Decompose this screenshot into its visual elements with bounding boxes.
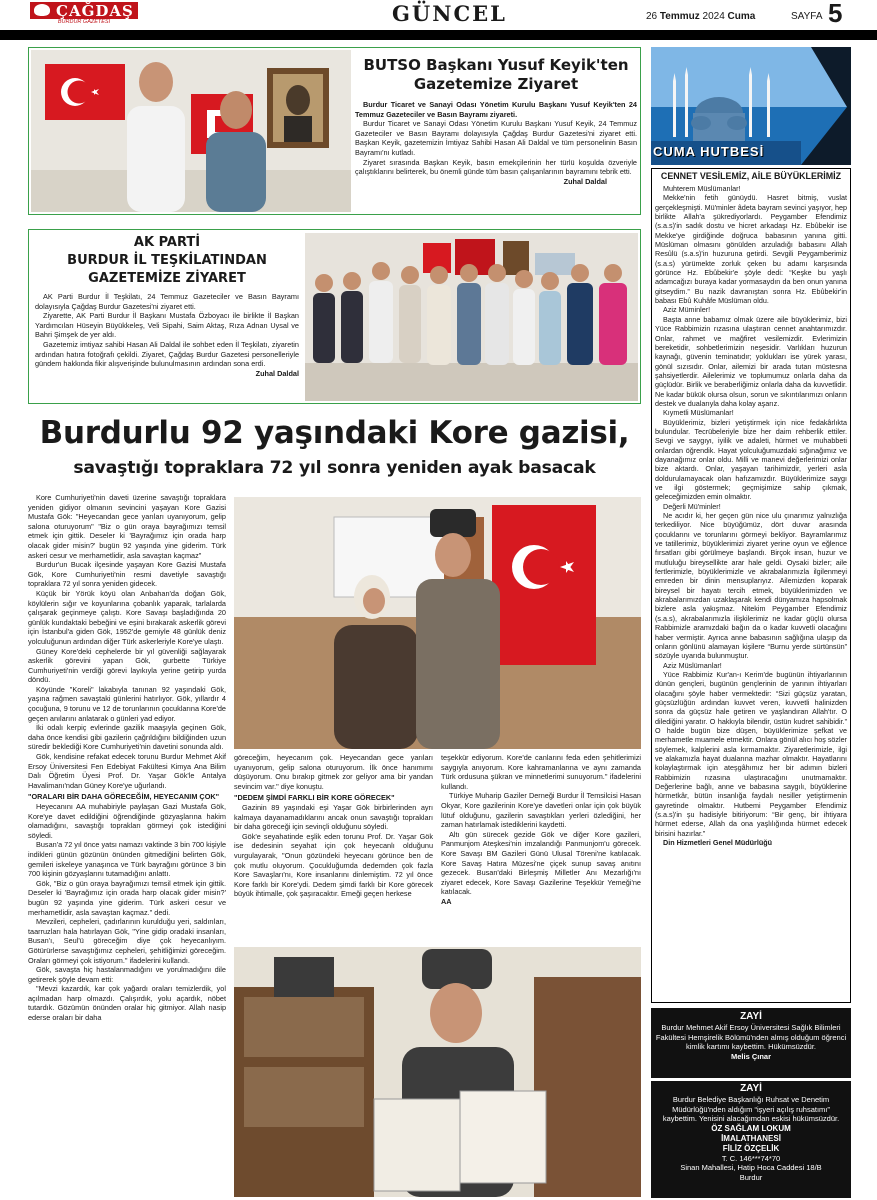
issue-date [646,11,755,22]
hutbe-paragraph: Ne acıdır ki, her geçen gün nice ulu çınarımız yalnızlığa terkediliyor. Nice büyüğümüz, dört duvar arasında çocuklarını ve torunlarını görmeyi bekliyor. Bayramlarımız ve tatillerimiz, büyüklerimizi ziyaret yerine oyun ve eğlence fırsatları gibi görülmeye başlandı. Birçok insan, huzur ve mutluluğu bireysellikte arar hale geldi. Oysaki bizler; aile fertlerimizle, büyüklerimizle ve akrabalarımızla ilgilenmeyi emreden bir dinin mensuplarıyız. Ailemizden koparak bireysel bir hayatı tercih etmek, büyüklerimizden ve akrabalarımızdan uzaklaşarak kendi dünyamıza hapsolmak bizlere asla yakışmaz. Nitekim Peygamber Efendimiz (s.a.s), akrabalarımızla ilişkilerimiz ne kadar güçlü olursa Rabbimizle aramızdaki bağın da o kadar kuvvetli olacağını haber vermiştir. Ayrıca anne babasının sağlığına ulaşıp da onların gönlünü alamayan kişilere “Burnu yerde sürtünsün” sözüyle uyarıda bulunmuştur. [655,511,847,661]
akparti-byline: Zuhal Daldal [255,368,299,378]
akparti-headline [35,234,299,288]
akparti-paragraph: AK Parti Burdur İl Teşkilatı, 24 Temmuz Gazeteciler ve Basın Bayramı dolayısıyla Çağdaş Burdur Gazetesi'ni ziyaret etti. [35,292,299,311]
akparti-headline-line3: GAZETEMİZE ZİYARET [88,271,246,286]
hutbe-subheading: Değerli Mü'minler! [663,501,721,511]
zayi-company-line2: İMALATHANESİ [721,1133,781,1143]
hutbe-subheading: Aziz Müslümanlar! [663,660,722,670]
kore-paragraph: Gazinin 89 yaşındaki eşi Yaşar Gök birbirlerinden ayrı kalmaya dayanamadıklarını ancak onun savaştığı toprakları bir daha göreceği için sevinçli olduğunu söyledi. [234,802,433,832]
hutbe-subheading: Aziz Müminler! [663,305,711,315]
kore-paragraph: Gök, kendisine refakat edecek torunu Burdur Mehmet Akif Ersoy Üniversitesi Fen Edebiyat Fakültesi Kimya Ana Bilim Dalı Öğretim Üyesi Prof. Dr. Yaşar Gök'le Antalya Havalimanı'ndan Güney Kore'ye uğurlandı. [28,752,226,790]
kore-subheading: "ORALARI BİR DAHA GÖRECEĞİM, HEYECANIM ÇOK" [28,792,220,802]
kore-paragraph: Busan'a 72 yıl önce yatsı namazı vaktinde 3 bin 700 kişiyle indikleri günün gözünün önünden gitmediğini belirten Gök, gemileri iskeleye yanaşınca ve Türk bayrağını görünce 3 bin 700 kişinin gözyaşlarını tutamadığını anlattı. [28,840,226,879]
header-rule [0,30,877,40]
date-day-number: 26 [646,11,658,22]
hutbe-title: CENNET VESİLEMİZ, AİLE BÜYÜKLERİMİZ [660,171,842,181]
kore-paragraph: Küçük bir Yörük köyü olan Anbahan'da doğan Gök, köylülerin sığır ve koyunlarına çobanlık yaparak, tarlalarda çalışarak geçinmeye çalıştı. Kore Savaşı başladığında 20 günlük kundaktaki bebeğini ve eşini bırakarak askerlik görevi için İstanbul'a giden Gök, 1952'de gemiyle 48 günlük deniz yolculuğunun ardından diğer Türk askerleriyle Kore'ye ulaştı. [28,588,226,646]
logo-text: ÇAĞDAŞ [56,2,134,20]
kore-paragraph: teşekkür ediyorum. Kore'de canlarını feda eden şehitlerimizi saygıyla anıyorum. Kore kahramanlarına ve aynı zamanda Türk ordusuna şükran ve minnetlerimi sunuyorum." ifadelerini kullandı. [441,753,641,791]
kore-subheading: "DEDEM ŞİMDİ FARKLI BİR KORE GÖRECEK" [234,793,395,803]
zayi-notice-2 [651,1081,851,1198]
kore-byline: AA [441,896,452,906]
section-title: GÜNCEL [392,1,507,26]
kore-veteran-couple-photo [234,497,641,749]
hutbe-paragraph: Yüce Rabbimiz Kur'an-ı Kerim'de bugünün ihtiyarlarının dünün gençleri, bugünün gençlerinin de yarının ihtiyarları olacağını şöyle haber vermektedir: “Sizi güçsüz yaratan, güçsüzlüğün ardından kuvvet veren, kuvvetli halinizden sonra da güçsüz hale getiren ve yaşlandıran Allah'tır. O dilediğini yaratır. O hakkıyla bilendir, üstün kudret sahibidir.” O halde bugün bize düşen, büyüklerimize şefkat ve merhametle muamele etmektir. Onlara gönül alıcı hoş sözler söylemek, kalplerini asla kırmamaktır. Ziyaretlerimizle, ilgi ve alakamızla hayat dualarına mazhar olmaktır. Hayatlarını kolaylaştırmak için ateşgâhımız her bir adımın bizleri Rabbimizin rızasına ulaştıracağını unutmamaktır. Değerlerine bağlı, anne ve babasına saygılı, büyüklerine hürmetkâr, bütün insanlığa faydalı nesiller yetiştirmenin gayretinde olmaktır. Hutbemi Peygamber Efendimiz (s.a.s)'in şu hadisiyle bitiriyorum: “Bir genç, bir ihtiyara hürmet ederse, Allah da ona yaşlılığında hürmet edecek birisini hazırlar.” [655,669,847,838]
kore-paragraph: Güney Kore'deki cephelerde bir yıl güvenliği sağlayarak askerlik görevini yapan Gök, gurbette Türkiye Cumhuriyeti'nin verdiği görevi layıkıyla yerine getirip yurda döndü. [28,646,226,685]
kore-headline-line2: savaştığı topraklara 72 yıl sonra yeniden ayak basacak [73,458,596,478]
date-month: Temmuz [659,11,700,22]
hutbe-subheading: Kıymetli Müslümanlar! [663,408,734,418]
kore-paragraph: Burdur'un Bucak ilçesinde yaşayan Kore Gazisi Mustafa Gök, Kore Cumhuriyeti'nin resmi davetiyle savaştığı topraklara 72 yıl sonra yeniden gidecek. [28,560,226,589]
akparti-headline-line1: AK PARTİ [133,235,201,250]
page-number: 5 [828,0,843,28]
zayi-city: Burdur [739,1172,763,1182]
kore-paragraph: İki odalı kerpiç evlerinde gazilik maaşıyla geçinen Gök, daha önce kendisi gibi gazilerin çağrıldığını bildiğinden uzun süredir beklediği Kore Cumhuriyeti'nin davetini sonunda aldı. [28,723,226,752]
zayi-body: Burdur Belediye Başkanlığı Ruhsat ve Denetim Müdürlüğü'nden aldığım “işyeri açılış ruhsatımı” kaybettim. Yenisini alacağımdan eskisi hükümsüzdür. [662,1095,840,1123]
hutbe-paragraph: Mekke'nin fetih günüydü. Hasret bitmiş, vuslat gerçekleşmişti. Mü'minler âdeta bayram sevinci yaşıyor, hep birlikte Allah'a şükrediyorlardı. Peygamber Efendimiz (s.a.s)'in sadık dostu ve hicret arkadaşı Hz. Ebûbekir ise Mekke'ye girdiğinde doğruca babasının yanına gitti. Müslüman olmasını gönülden arzuladığı babasını Allah Resûlü (s.a.s)'in huzuruna getirdi. Sevgili Peygamberimiz (s.a.s) yürümekte zorluk çeken bu adamı karşısında görünce Hz. Ebûbekir'e şöyle dedi: “Keşke bu yaşlı adamcağızı buraya kadar yormasaydın da ben onun yanına gitseydim.” Bu nazik davranıştan sonra Hz. Ebûbekir'in babası Ebû Kuhâfe Müslüman oldu. [655,193,847,306]
hutbe-paragraph: Başta anne babamız olmak üzere aile büyüklerimiz, bizi Yüce Rabbimizin rızasına ulaştıran cennet anahtarımızdır. Onlar, rahmet ve mağfiret vesilemizdir. Evlerimizin bereketidir, sohbetlerimizin neşesidir. Varlıkları huzurun kaynağı, güvenin teminatıdır; yoklukları ise yürek yarası, gönül sızısıdır. Onlar, ailemizi bir arada tutan müstesna şahsiyetlerdir. Ailelerimiz ve toplumumuz onlarla daha da güçlüdür. Birlik ve beraberliğimiz onlarla daha da kuvvetlidir. Ne kadar bükük olursa olsun, sorun ve sıkıntılarımızı onların destek ve dualarıyla daha kolay aşarız. [655,314,847,408]
akparti-paragraph: Ziyarette, AK Parti Burdur İl Başkanı Mustafa Özboyacı ile birlikte İl Başkan Yardımcıları Hüseyin Büyükkeleş, Veli Sipahi, Saim Aktaş, Rıza Adnan Uysal ve Bahri Şimşek de yer aldı. [35,311,299,340]
hutbe-byline: Din Hizmetleri Genel Müdürlüğü [663,838,773,848]
kore-column-3 [441,753,641,943]
kore-paragraph: Gök'e seyahatinde eşlik eden torunu Prof. Dr. Yaşar Gök ise dedesinin seyahat için çok heyecanlı olduğunu vurgulayarak, "Onun gözündeki heyecanı görünce ben de çok mutlu oluyorum. Çocukluğumda dedemden çok fazla Kore Savaşları'nı, Kore insanlarını dinlemiştim. 72 yıl önce Kore farklı bir Kore'ydi. Dedem şimdi farklı bir Kore görecek büyük ihtimalle, çok şaşıracaktır. Emeği geçen herkese [234,831,433,899]
hutbe-body [655,184,847,847]
date-year: 2024 [702,11,725,22]
hutbe-paragraph: Büyüklerimiz, bizleri yetiştirmek için nice fedakârlıkta bulundular. Tecrübeleriyle bize her daim rehberlik ettiler. Sevgi ve saygıyı, iyilik ve adaleti, hürmet ve muhabbeti onlardan öğrendik. Hayat yolculuğumuzdaki sığınağımız ve dayanağımız onlar oldu. Milli ve manevi değerlerimizi onlar bize aktardı. Onlar, yaşayan tarihimizdir, yerleri asla doldurulamayacak olan hafızamızdır. Büyüklerimize saygı ve ilgi göstermek; geçmişimize sahip çıkmak, geleceğimizden emin olmaktır. [655,417,847,502]
butso-byline: Zuhal Daldal [563,176,607,186]
butso-body [355,100,637,186]
akparti-paragraph: Gazetemiz imtiyaz sahibi Hasan Ali Daldal ile sohbet eden İl Teşkilatı, ziyaretin ardından hatıra fotoğrafı çekildi. Ziyaret, Çağdaş Burdur Gazetesi personelleriyle gündem hakkında fikir alışverişinde bulunulmasının ardından sona erdi. [35,339,299,369]
zayi-title: ZAYİ [740,1011,762,1022]
hutbe-article [651,168,851,1003]
kore-paragraph: göreceğim, heyecanım çok. Heyecandan gece yarıları uyanıyorum, gelip salona oturuyorum. İlk önce hanımımı düşüyorum. Onu bırakıp gitmek zor geliyor ama bir yandan sevincim var." diye konuştu. [234,753,433,791]
logo-emblem-icon [34,4,50,16]
zayi-tc: T. C. 146***74*70 [721,1153,781,1163]
butso-headline [355,56,637,94]
zayi-title: ZAYİ [740,1083,762,1094]
logo-subtitle: BURDUR GAZETESİ [57,19,111,25]
butso-headline-line2: Gazetemize Ziyaret [413,75,579,93]
kore-paragraph: "Mevzi kazardık, kar çok yağardı oraları temizlerdik, yol açılmadan harp olmazdı. Çalışırdık, yolu açardık, nöbet tutardık. Gözümün önünden oralar hiç gitmiyor. Allah nasip ederse oraları bir daha [28,984,226,1023]
date-weekday: Cuma [727,11,756,22]
zayi-body: Burdur Mehmet Akif Ersoy Üniversitesi Sağlık Bilimleri Fakültesi Hemşirelik Bölümü'nden almış olduğum öğrenci kimlik kartımı kaybettim. Hükümsüzdür. [655,1023,847,1051]
kore-column-2 [234,753,433,943]
butso-paragraph: Burdur Ticaret ve Sanayi Odası Yönetim Kurulu Başkanı Yusuf Keyik, 24 Temmuz Gazeteciler ve Basın Bayramı dolayısıyla Çağdaş Burdur Gazetesi'ni ziyaret etti. Başkan Keyik, gazetemizin İmtiyaz Sahibi Hasan Ali Daldal ve tüm personelinin Basın Bayramı'nı kutladı. [355,119,637,157]
kore-paragraph: Gök, savaşta hiç hastalanmadığını ve yorulmadığını dile getirerek şöyle devam etti: [28,965,226,984]
hutbe-banner-title: CUMA HUTBESİ [653,144,765,159]
kore-column-1 [28,493,226,1197]
butso-photo [31,50,351,212]
akparti-group-photo [305,233,638,401]
zayi-address: Sinan Mahallesi, Hatip Hoca Caddesi 18/B [680,1163,822,1172]
butso-lead: Burdur Ticaret ve Sanayi Odası Yönetim Kurulu Başkanı Yusuf Keyik'ten 24 Temmuz Gazeteciler ve Basın Bayramı ziyareti. [355,100,637,119]
butso-headline-line1: BUTSO Başkanı Yusuf Keyik'ten [363,56,629,74]
kore-paragraph: Gök, "Biz o gün oraya bayrağımızı temsil etmek için gittik. Deseler ki 'Bayrağımız için orada harp olacak gider misin?' bugün 92 yaşında yine giderim. Türk askeri cesur ve merhametlidir, asla savaştan kaçmaz." dedi. [28,878,226,917]
kore-headline-line1: Burdurlu 92 yaşındaki Kore gazisi, [39,415,630,451]
kore-paragraph: Kore Cumhuriyeti'nin daveti üzerine savaştığı topraklara yeniden gidiyor olmanın sevincini yaşayan Kore Gazisi Mustafa Gök: "Heyecandan gece yarıları uyanıyorum, gelip salona oturuyorum" "Biz o gün oraya bayrağımızı temsil etmek için gittik. Deseler ki 'Bayrağımız için orada harp olacak gider misin?' bugün 92 yaşında yine giderim. Türk askeri cesur ve merhametlidir, asla savaştan kaçmaz" [28,493,226,560]
kore-paragraph: Köyünde "Koreli" lakabıyla tanınan 92 yaşındaki Gök, yaşına rağmen savaştaki günlerini hatırlıyor. Gök, yıllardır 4 çocuğuna, 9 torunu ve 12 de torunlarının çocuklarına Kore'de geçen anılarını anlatarak o günleri yad ediyor. [28,684,226,723]
akparti-body [35,292,299,378]
butso-paragraph: Ziyaret sırasında Başkan Keyik, basın emekçilerinin her türlü koşulda özveriyle çalıştıklarını belirterek, bu önemli günde tüm basın çalışanlarının bayramını tebrik etti. [355,157,637,177]
zayi-owner: FİLİZ ÖZÇELİK [722,1143,780,1153]
hutbe-subheading: Muhterem Müslümanlar! [663,184,741,193]
kore-paragraph: Altı gün sürecek gezide Gök ve diğer Kore gazileri, Panmunjom Ateşkesi'nin imzalandığı Panmunjom'u görecek. Kore Savaşı BM Gazileri Günü Ulusal Töreni'ne katılacak. Kore Savaş Hatıra Müzesi'ne çiçek sunup savaş anıtını gezecek. Busan'daki Birleşmiş Milletler Anı Mezarlığı'nı ziyaret edecek, Kore Savaşı Gazilerine Teşekkür Yemeği'ne katılacak. [441,829,641,897]
zayi-notice-1 [651,1008,851,1078]
page-label: SAYFA [791,11,823,22]
kore-paragraph: Türkiye Muharip Gaziler Derneği Burdur İl Temsilcisi Hasan Okyar, Kore gazilerinin Kore'ye davetleri onlar için çok büyük lütuf olduğunu, gazilerin savaştıkları yerleri özlediğini, her zaman hatırlamak istediklerini kaydetti. [441,791,641,830]
kore-paragraph: Mevzileri, cepheleri, çadırlarının kurulduğu yeri, saldırıları, taarruzları hala hatırlayan Gök, "Yine gidip oradaki insanları, Busan'ı, Seul'ü göreceğim diye çok heyecanlıyım. Götürürlerse savaştığımız cepheleri, şehitliğimizi göreceğim. Oraları görmeyi çok istiyorum." ifadelerini kullandı. [28,917,226,965]
butso-article [28,47,641,215]
kore-veteran-certificate-photo [234,947,641,1197]
akparti-headline-line2: BURDUR İL TEŞKİLATINDAN [67,253,267,268]
hutbe-banner [651,47,851,165]
zayi-company-line1: ÖZ SAĞLAM LOKUM [711,1123,791,1133]
kore-headline [28,412,641,480]
akparti-article [28,229,641,404]
kore-paragraph: Heyecanını AA muhabiriyle paylaşan Gazi Mustafa Gök, Kore'ye davet edildiğini öğrendiğinde gözyaşlarına hakim olamadığını, savaştığı toprakları görmeyi çok istediğini söyledi. [28,802,226,840]
zayi-name: Melis Çınar [730,1051,771,1061]
masthead-logo [30,2,138,28]
